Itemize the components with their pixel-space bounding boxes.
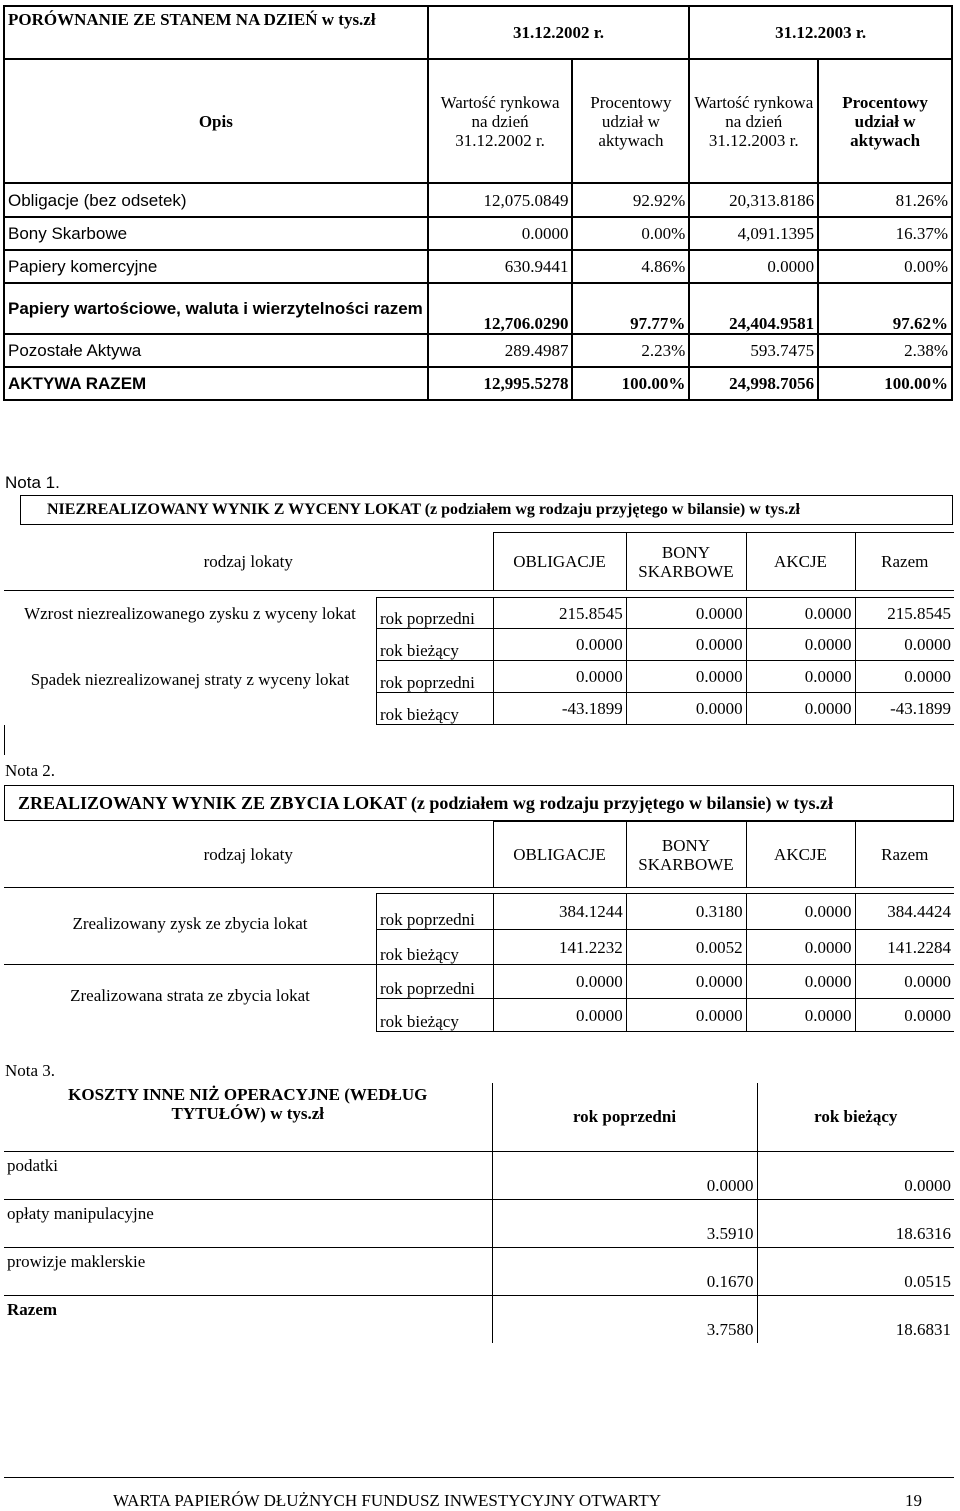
percent-cell: 81.26%: [818, 183, 952, 217]
percent-cell: 92.92%: [572, 183, 689, 217]
col-bonds-header: OBLIGACJE: [493, 822, 626, 888]
period-cell: rok poprzedni: [377, 965, 494, 999]
table-row: [377, 930, 955, 965]
value-cell: 12,995.5278: [428, 367, 573, 400]
period-cell: rok bieżący: [377, 930, 494, 965]
nota3-label: Nota 3.: [5, 1061, 56, 1080]
value-cell: 630.9441: [428, 250, 573, 283]
value-cell: -43.1899: [855, 693, 954, 725]
value-cell: 141.2232: [493, 930, 626, 965]
col-type-header: rodzaj lokaty: [4, 822, 493, 888]
value-cell: 0.0000: [746, 629, 855, 661]
value-cell: 0.0000: [493, 629, 626, 661]
value-cell: 0.0515: [757, 1247, 954, 1295]
value-cell: 0.0000: [493, 999, 626, 1032]
row-label: Papiery komercyjne: [4, 250, 428, 283]
group-label: Zrealizowany zysk ze zbycia lokat: [72, 914, 308, 933]
value-cell: 24,998.7056: [689, 367, 818, 400]
nota2-label: Nota 2.: [5, 761, 56, 780]
nota2-table: [4, 821, 954, 888]
value-cell: 289.4987: [428, 334, 573, 367]
col-pct-2003-header: Procentowy udział w aktywach: [818, 59, 952, 183]
table-row: [377, 965, 955, 999]
nota3-title: KOSZTY INNE NIŻ OPERACYJNE (WEDŁUG TYTUŁÓW) w tys.zł: [4, 1083, 492, 1151]
value-cell: 0.0000: [626, 693, 746, 725]
nota1-title: NIEZREALIZOWANY WYNIK Z WYCENY LOKAT (z podziałem wg rodzaju przyjętego w bilansie) w tys.zł: [20, 495, 953, 525]
col-value-2003-header: Wartość rynkowa na dzień 31.12.2003 r.: [689, 59, 818, 183]
period-cell: rok bieżący: [377, 629, 494, 661]
table-row: [4, 250, 952, 283]
table-row: [4, 217, 952, 250]
footer-fund-name: WARTA PAPIERÓW DŁUŻNYCH FUNDUSZ INWESTYCYJNY OTWARTY: [113, 1491, 662, 1510]
row-label: Obligacje (bez odsetek): [4, 183, 428, 217]
nota1-label: Nota 1.: [5, 473, 60, 492]
table-row: [377, 693, 955, 725]
row-label: opłaty manipulacyjne: [4, 1199, 492, 1247]
table-row: [377, 894, 955, 930]
period-cell: rok bieżący: [377, 999, 494, 1032]
nota1-table: [4, 532, 954, 591]
col-shares-header: AKCJE: [746, 533, 855, 591]
period-cell: rok poprzedni: [377, 661, 494, 693]
table-row: [377, 661, 955, 693]
row-label: prowizje maklerskie: [4, 1247, 492, 1295]
col-value-2002-header: Wartość rynkowa na dzień 31.12.2002 r.: [428, 59, 573, 183]
value-cell: -43.1899: [493, 693, 626, 725]
table-row: [4, 1247, 954, 1295]
row-label: Razem: [4, 1295, 492, 1343]
value-cell: 0.0000: [626, 598, 746, 629]
col-prev-header: rok poprzedni: [492, 1083, 757, 1151]
row-label: Bony Skarbowe: [4, 217, 428, 250]
value-cell: 0.0000: [855, 661, 954, 693]
value-cell: 0.0000: [492, 1151, 757, 1199]
percent-cell: 16.37%: [818, 217, 952, 250]
percent-cell: 100.00%: [818, 367, 952, 400]
value-cell: 141.2284: [855, 930, 954, 965]
col-total-header: Razem: [855, 822, 954, 888]
col-curr-header: rok bieżący: [757, 1083, 954, 1151]
value-cell: 0.0000: [746, 598, 855, 629]
value-cell: 12,706.0290: [428, 283, 573, 334]
value-cell: 24,404.9581: [689, 283, 818, 334]
percent-cell: 0.00%: [572, 217, 689, 250]
value-cell: 0.0000: [757, 1151, 954, 1199]
divider: [4, 964, 376, 965]
value-cell: 0.3180: [626, 894, 746, 930]
value-cell: 215.8545: [855, 598, 954, 629]
value-cell: 0.0000: [626, 999, 746, 1032]
row-label: podatki: [4, 1151, 492, 1199]
value-cell: 12,075.0849: [428, 183, 573, 217]
nota2-values: [376, 893, 954, 1032]
col-tbills-header: BONY SKARBOWE: [626, 822, 746, 888]
value-cell: 4,091.1395: [689, 217, 818, 250]
value-cell: 0.0000: [746, 965, 855, 999]
value-cell: 593.7475: [689, 334, 818, 367]
value-cell: 384.1244: [493, 894, 626, 930]
summary-title: PORÓWNANIE ZE STANEM NA DZIEŃ w tys.zł: [4, 6, 428, 59]
value-cell: 0.0000: [855, 999, 954, 1032]
group-label: Wzrost niezrealizowanego zysku z wyceny lokat: [24, 604, 356, 623]
table-row: [4, 334, 952, 367]
table-row: [4, 367, 952, 400]
percent-cell: 100.00%: [572, 367, 689, 400]
percent-cell: 4.86%: [572, 250, 689, 283]
value-cell: 0.0000: [746, 693, 855, 725]
value-cell: 0.0000: [493, 661, 626, 693]
period-cell: rok bieżący: [377, 693, 494, 725]
value-cell: 20,313.8186: [689, 183, 818, 217]
row-label: Pozostałe Aktywa: [4, 334, 428, 367]
value-cell: 0.0000: [626, 965, 746, 999]
table-row: [4, 1151, 954, 1199]
value-cell: 3.5910: [492, 1199, 757, 1247]
value-cell: 0.0000: [855, 629, 954, 661]
row-label: Papiery wartościowe, waluta i wierzytelności razem: [4, 283, 428, 334]
group-label: Spadek niezrealizowanej straty z wyceny lokat: [30, 670, 350, 689]
col-tbills-header: BONY SKARBOWE: [626, 533, 746, 591]
value-cell: 0.0000: [626, 661, 746, 693]
value-cell: 384.4424: [855, 894, 954, 930]
percent-cell: 0.00%: [818, 250, 952, 283]
value-cell: 0.0000: [746, 661, 855, 693]
value-cell: 0.0000: [493, 965, 626, 999]
value-cell: 0.0000: [746, 894, 855, 930]
percent-cell: 2.23%: [572, 334, 689, 367]
period-cell: rok poprzedni: [377, 598, 494, 629]
col-bonds-header: OBLIGACJE: [493, 533, 626, 591]
value-cell: 0.0052: [626, 930, 746, 965]
col-shares-header: AKCJE: [746, 822, 855, 888]
value-cell: 215.8545: [493, 598, 626, 629]
table-row: [4, 283, 952, 334]
value-cell: 18.6831: [757, 1295, 954, 1343]
footer-rule: [4, 1477, 954, 1478]
table-row: [4, 183, 952, 217]
divider: [4, 725, 5, 755]
summary-table: [3, 5, 953, 401]
table-row: [377, 598, 955, 629]
nota1-values: [376, 597, 954, 725]
nota3-table: [4, 1083, 954, 1343]
col-type-header: rodzaj lokaty: [4, 533, 493, 591]
value-cell: 0.1670: [492, 1247, 757, 1295]
col-pct-2002-header: Procentowy udział w aktywach: [572, 59, 689, 183]
col-opis-header: Opis: [4, 59, 428, 183]
value-cell: 0.0000: [746, 999, 855, 1032]
percent-cell: 2.38%: [818, 334, 952, 367]
value-cell: 0.0000: [746, 930, 855, 965]
value-cell: 3.7580: [492, 1295, 757, 1343]
percent-cell: 97.62%: [818, 283, 952, 334]
col-total-header: Razem: [855, 533, 954, 591]
table-row: [4, 1199, 954, 1247]
period-cell: rok poprzedni: [377, 894, 494, 930]
value-cell: 0.0000: [626, 629, 746, 661]
table-row: [377, 999, 955, 1032]
date-2003-header: 31.12.2003 r.: [689, 6, 952, 59]
nota2-title: ZREALIZOWANY WYNIK ZE ZBYCIA LOKAT (z podziałem wg rodzaju przyjętego w bilansie) w tys.zł: [4, 785, 954, 821]
value-cell: 0.0000: [428, 217, 573, 250]
value-cell: 18.6316: [757, 1199, 954, 1247]
table-row: [4, 1295, 954, 1343]
row-label: AKTYWA RAZEM: [4, 367, 428, 400]
group-label: Zrealizowana strata ze zbycia lokat: [70, 986, 310, 1005]
value-cell: 0.0000: [689, 250, 818, 283]
table-row: [377, 629, 955, 661]
percent-cell: 97.77%: [572, 283, 689, 334]
date-2002-header: 31.12.2002 r.: [428, 6, 690, 59]
page-number: 19: [905, 1491, 922, 1510]
value-cell: 0.0000: [855, 965, 954, 999]
